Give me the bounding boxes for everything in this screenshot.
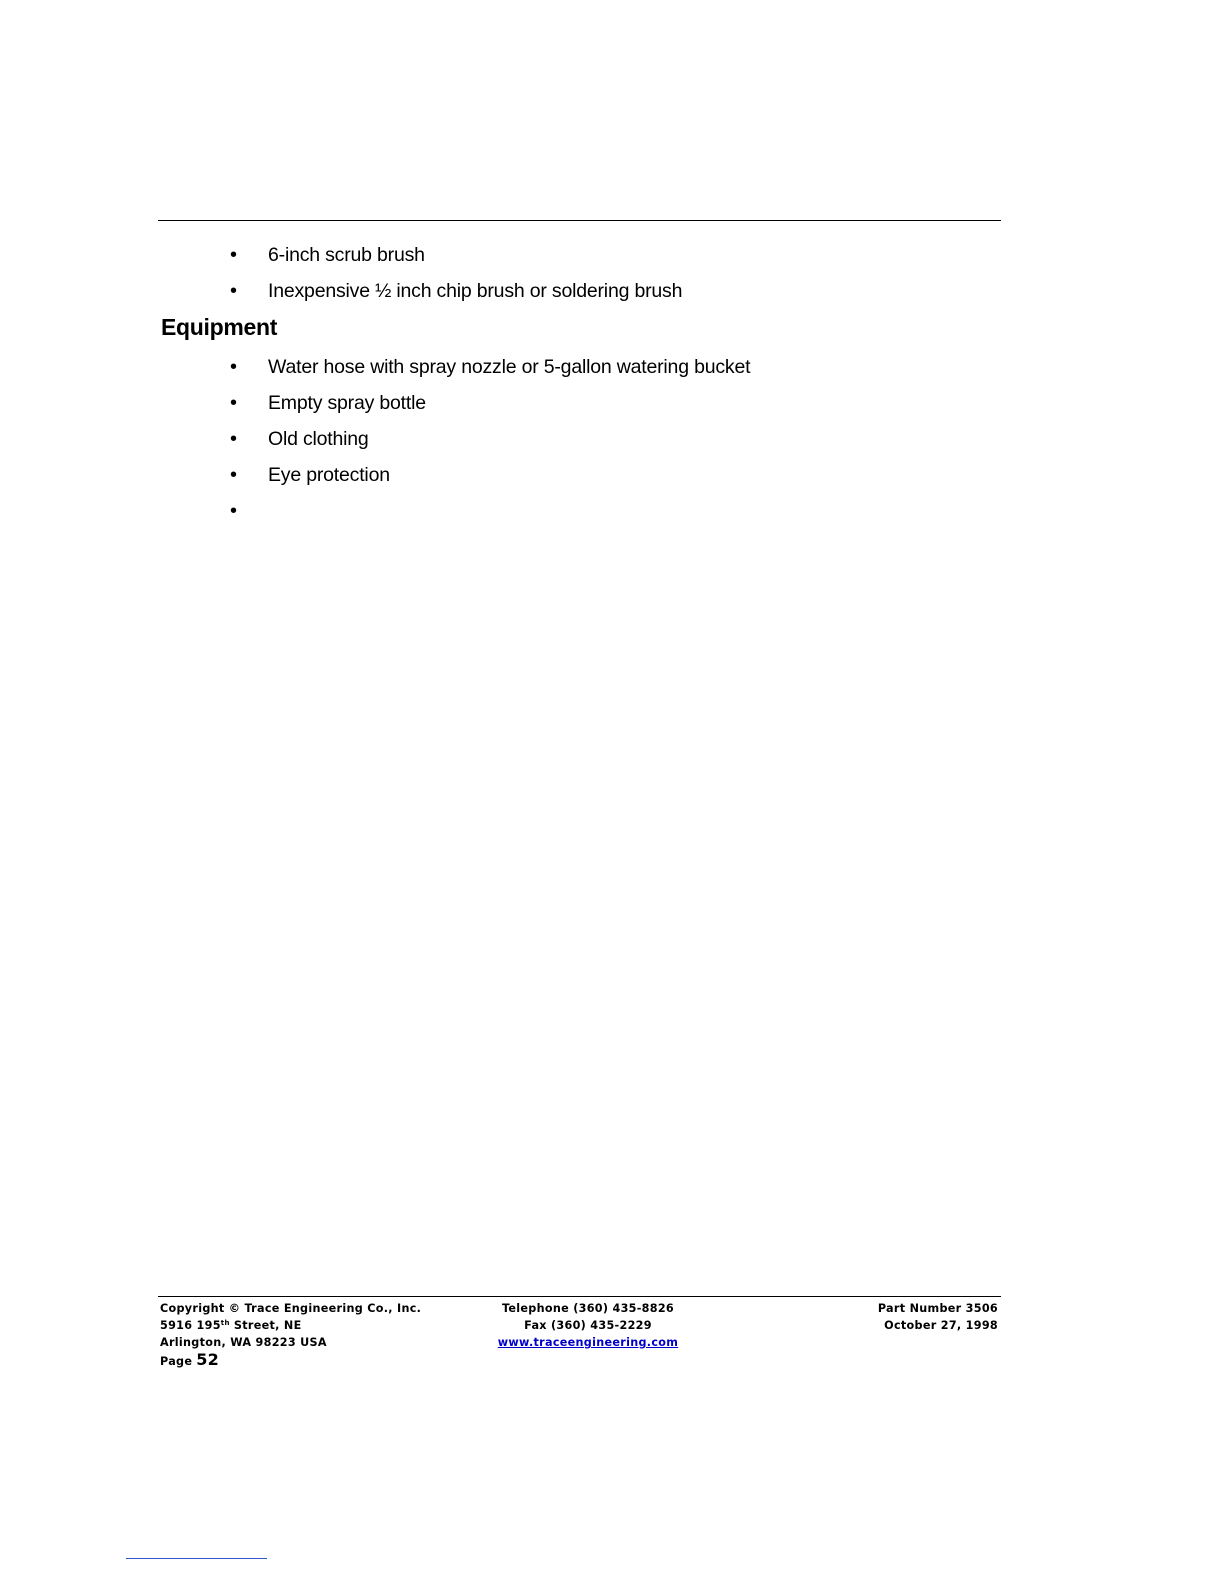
- header-rule: [158, 220, 1001, 221]
- bullet-icon: •: [230, 464, 238, 486]
- footer-left-column: [160, 1300, 421, 1368]
- footer-rule: [158, 1296, 1001, 1297]
- street-suffix: th: [220, 1319, 230, 1327]
- part-number: Part Number 3506: [877, 1302, 998, 1315]
- list-item-text: Eye protection: [268, 464, 390, 486]
- bullet-icon: •: [230, 244, 238, 266]
- footnote-separator: [126, 1558, 267, 1559]
- bullet-icon: •: [230, 280, 238, 302]
- list-item-text: Inexpensive ½ inch chip brush or soldering brush: [268, 280, 683, 302]
- street-address: [160, 1317, 421, 1334]
- website-link[interactable]: www.traceengineering.com: [497, 1336, 679, 1349]
- page-label: Page: [160, 1355, 193, 1368]
- page-number: 52: [196, 1350, 220, 1369]
- list-item-text: Water hose with spray nozzle or 5-gallon watering bucket: [268, 356, 751, 378]
- list-item-text: Old clothing: [268, 428, 369, 450]
- footer-right-column: [878, 1300, 998, 1334]
- document-date: October 27, 1998: [884, 1319, 998, 1332]
- bullet-icon: •: [230, 392, 238, 414]
- telephone-text: Telephone (360) 435-8826: [501, 1302, 675, 1315]
- copyright-text: Copyright © Trace Engineering Co., Inc.: [160, 1302, 422, 1315]
- list-item-text: Empty spray bottle: [268, 392, 426, 414]
- street-name: Street, NE: [229, 1319, 302, 1332]
- page-indicator: [160, 1351, 421, 1368]
- bullet-icon: •: [230, 500, 238, 522]
- list-item-text: 6-inch scrub brush: [268, 244, 425, 266]
- website-line: [428, 1334, 748, 1351]
- fax-text: Fax (360) 435-2229: [524, 1319, 652, 1332]
- bullet-icon: •: [230, 356, 238, 378]
- section-heading-equipment: Equipment: [161, 314, 278, 340]
- city-address: Arlington, WA 98223 USA: [160, 1336, 327, 1349]
- bullet-icon: •: [230, 428, 238, 450]
- street-number: 5916 195: [160, 1319, 221, 1332]
- footer-center-column: [428, 1300, 748, 1351]
